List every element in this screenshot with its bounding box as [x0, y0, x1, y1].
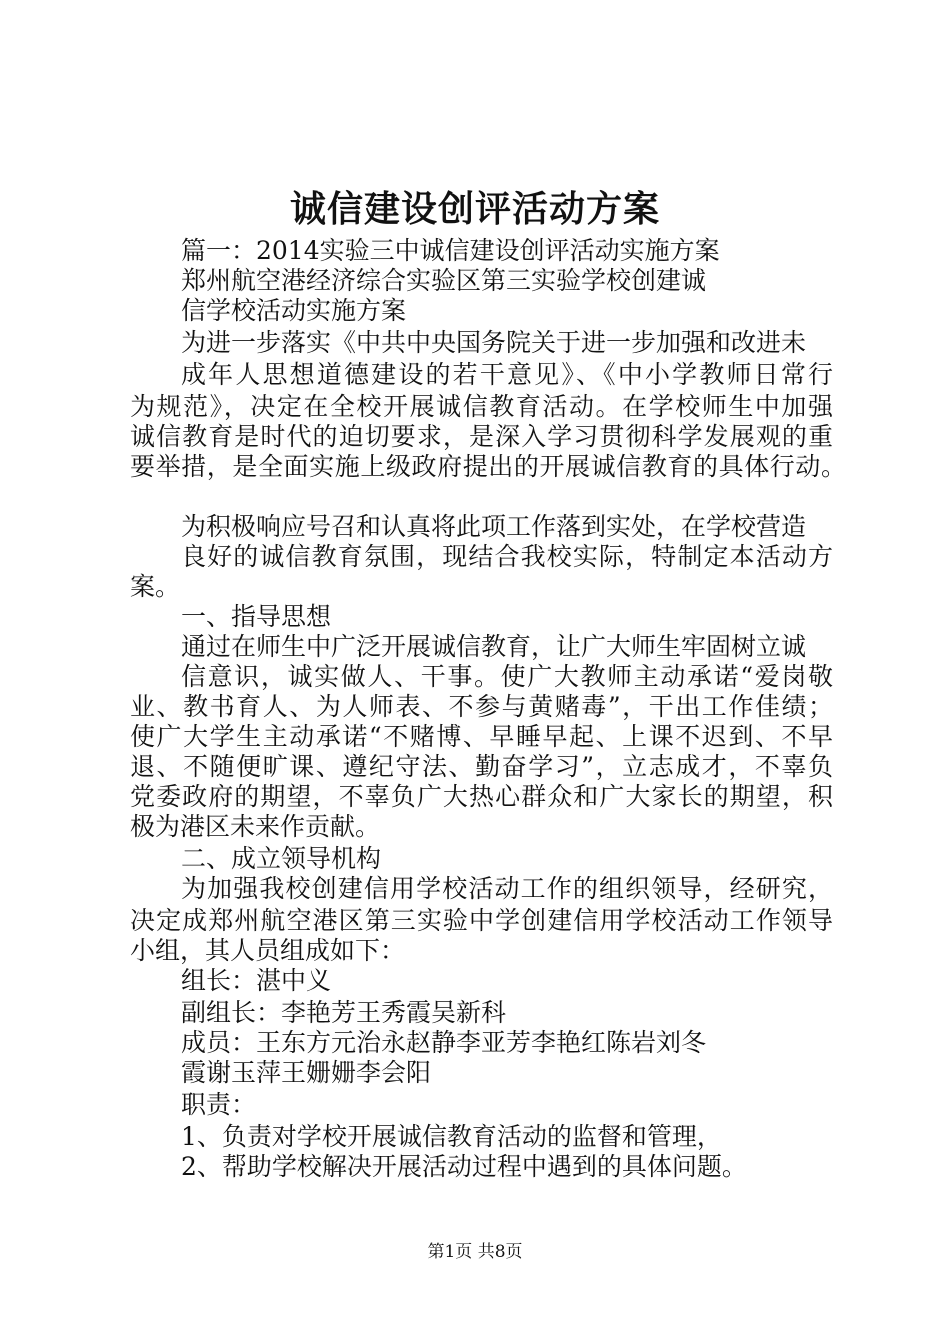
paragraph-1-line: 为规范》，决定在全校开展诚信教育活动。在学校师生中加强	[130, 392, 833, 421]
paragraph-3-line: 使广大学生主动承诺“不赌博、早睡早起、上课不迟到、不早	[130, 722, 833, 751]
paragraph-3-line: 党委政府的期望，不辜负广大热心群众和广大家长的期望，积	[130, 782, 833, 811]
paragraph-1-line: 诚信教育是时代的迫切要求，是深入学习贯彻科学发展观的重	[130, 422, 833, 451]
paragraph-3-line: 极为港区未来作贡献。	[130, 812, 381, 841]
paragraph-4-line: 小组，其人员组成如下：	[130, 936, 406, 965]
subtitle-line-1: 篇一：2014实验三中诚信建设创评活动实施方案	[181, 236, 720, 265]
members-line: 霞谢玉萍王姗姗李会阳	[181, 1058, 432, 1087]
page-footer: 第1页 共8页	[427, 1242, 523, 1262]
paragraph-3-line: 信意识，诚实做人、干事。使广大教师主动承诺“爱岗敬	[181, 662, 833, 691]
duties-label: 职责：	[181, 1090, 257, 1119]
paragraph-4-line: 决定成郑州航空港区第三实验中学创建信用学校活动工作领导	[130, 906, 833, 935]
paragraph-3-line: 退、不随便旷课、遵纪守法、勤奋学习”，立志成才，不辜负	[130, 752, 833, 781]
paragraph-3-line: 业、教书育人、为人师表、不参与黄赌毒”，干出工作佳绩；	[130, 692, 833, 721]
paragraph-3-line: 通过在师生中广泛开展诚信教育，让广大师生牢固树立诚	[181, 632, 807, 661]
duty-item: 2、帮助学校解决开展活动过程中遇到的具体问题。	[181, 1152, 747, 1181]
paragraph-4-line: 为加强我校创建信用学校活动工作的组织领导，经研究，	[181, 874, 833, 903]
paragraph-1-line: 成年人思想道德建设的若干意见》、《中小学教师日常行	[181, 360, 833, 389]
paragraph-1-line: 为进一步落实《中共中央国务院关于进一步加强和改进未	[181, 328, 807, 357]
group-leader-line: 组长：湛中义	[181, 966, 332, 995]
section-heading-leadership: 二、成立领导机构	[181, 844, 382, 873]
paragraph-2-line: 良好的诚信教育氛围，现结合我校实际，特制定本活动方	[181, 542, 833, 571]
subtitle-line-2: 郑州航空港经济综合实验区第三实验学校创建诚	[181, 266, 707, 295]
paragraph-1-line: 要举措，是全面实施上级政府提出的开展诚信教育的具体行动。	[130, 452, 846, 481]
paragraph-2-line: 为积极响应号召和认真将此项工作落到实处，在学校营造	[181, 512, 807, 541]
section-heading-guiding-ideology: 一、指导思想	[181, 602, 332, 631]
members-line: 成员：王东方元治永赵静李亚芳李艳红陈岩刘冬	[181, 1028, 707, 1057]
subtitle-line-3: 信学校活动实施方案	[181, 296, 407, 325]
document-title: 诚信建设创评活动方案	[289, 188, 660, 230]
paragraph-2-line: 案。	[130, 572, 181, 601]
deputy-leader-line: 副组长：李艳芳王秀霞吴新科	[181, 998, 507, 1027]
duty-item: 1、负责对学校开展诚信教育活动的监督和管理，	[181, 1122, 722, 1151]
